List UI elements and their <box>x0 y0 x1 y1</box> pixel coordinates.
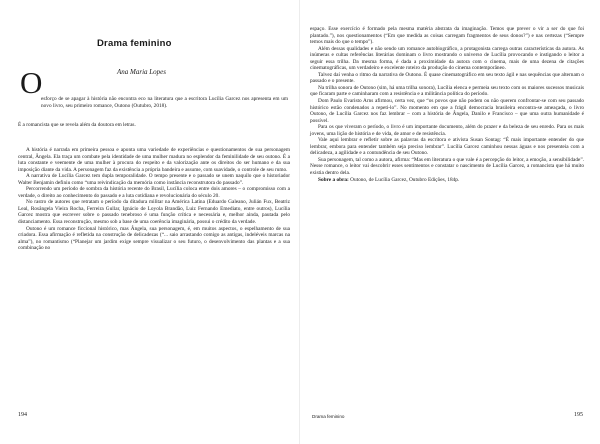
running-footer: Drama feminino <box>312 414 345 419</box>
right-page <box>300 0 600 444</box>
drop-cap: O <box>20 65 43 100</box>
paragraph: Além dessas qualidades e não sendo um romance autobiográfico, a protagonista carrega outras características da autora. As inúmeras e cultas referências literárias dominam o livro mostrando o universo de Lucília provocando e instigando o leitor a seguir essa trilha. Da mesma forma, é dada a proximidade da autora com o cinema, mais de uma dezena de citações cinematográficas, um verdadeiro e excelente roteiro da produção do cinema contemporâneo. <box>310 45 584 72</box>
paragraph: No rastro de autores que retratam o período da ditadura militar na América Latina (Eduardo Galeano, Julián Fux, Beatriz Leal, Rosângela Vieira Rocha, Ferreira Gullar, Ignácio de Loyola Brandão, Luiz Fernando Emediato, entre outros), Lucília Garcez mostra que escrever sobre o passado tenebroso é uma função crítica e necessária e, melhor ainda, pautada pelo distanciamento. Essa reconstrução, mesmo sob a base de uma coerência imaginária, possui o crédito da verdade. <box>18 199 290 226</box>
paragraph: Vale aqui lembrar e refletir sobre as palavras da escritora e ativista Susan Sontag: “É mais importante entender do que lembrar, embora para entender também seja preciso lembrar”. Lucília Garcez caminhou nessas águas e nos presenteia com a delicadeza, a agilidade e a contundência de seu Outono. <box>310 137 584 157</box>
page-number-left: 194 <box>18 412 27 418</box>
paragraph: Dom Paulo Evaristo Arns afirmou, certa vez, que “os povos que não podem ou não querem confrontar-se com seu passado histórico estão condenados a repeti-lo”. No momento em que a frágil democracia brasileira encontra-se ameaçada, o livro Outono, de Lucília Garcez nos faz lembrar – com a história de Ângela, Danilo e Francisco – que uma outra humanidade é possível. <box>310 98 584 124</box>
article-title: Drama feminino <box>97 38 172 49</box>
page-number-right: 195 <box>574 412 583 418</box>
paragraph: Outono é um romance ficcional histórico, mas Ângela, sua personagem, é, em muitos aspectos, o espelhamento de sua criadora. Essa afirmação é refletida na construção de delicadezas (“... saio arrastando comigo as antigas, indeléveis marcas na alma”), no romantismo (“Planejar um jardim exige sempre visualizar o seu futuro, o desenvolvimento das plantas e a sua combinação no <box>18 225 290 252</box>
lead-rest: É a romancista que se revela além da doutora em letras. <box>18 122 136 128</box>
about-text: Outono, de Lucília Garcez, Outubro Edições, 184p. <box>348 176 460 183</box>
author-name: Ana Maria Lopes <box>117 68 166 76</box>
paragraph: Talvez daí venha o ritmo da narrativa de Outono. É quase cinematográfico em seu texto ágil e nas sequências que alternam o passado e o presente. <box>310 71 584 85</box>
paragraph: A narrativa de Lucília Garcez tem dupla temporalidade. O tempo presente e o passado se unem naquilo que o historiador Walter Benjamin definiu como “uma reivindicação da memória como instância reconstrutora do passado”. <box>18 173 290 186</box>
paragraph: A história é narrada em primeira pessoa e aponta uma variedade de experiências e questionamentos de sua personagem central, Ângela. Ela traça um combate pela identidade de uma mulher madura no esplendor da feminilidade de seu outono. É a luta constante e veemente de uma mulher à procura do respeito e da valorização ante os direitos do ser humano e da sua imposição diante da vida. A personagem faz da existência a própria bandeira e assume, com suavidade, o controle de seu rumo. <box>18 147 290 173</box>
paragraph: espaço. Esse exercício é formado pela mesma matéria abstrata da imaginação. Temos que prever o vir a ser do que foi plantado.”), nos questionamentos (“Em que medida as coisas carregam fragmentos de seus donos?”) e nas certezas (“Sempre temos mais do que o tempo”). <box>310 26 584 46</box>
paragraph: Sua personagem, tal como a autora, afirma: “Mas em literatura o que vale é a percepção do leitor, a emoção, a sensibilidade”. Nesse romance, o leitor vai descobrir esses sentimentos e constatar o nascimento de Lucília Garcez, a romancista que há muito existia dentro dela. <box>310 156 584 177</box>
lead-paragraph: esforço de se apagar à história não encontra eco na literatura que a escritora Lucília Garcez nos apresenta em um novo livro, seu primeiro romance, Outono (Outubro, 2018). <box>41 96 288 109</box>
paragraph: Percorrendo um período de sombra da história recente do Brasil, Lucília coloca entre dois amores – o compromisso com a verdade, o direito ao conhecimento do passado e a luta cotidiana e revolucionária do século 20. <box>18 186 290 199</box>
paragraph: Para os que viveram o período, o livro é um importante documento, além do prazer e da beleza de seu enredo. Para os mais jovens, uma lição de história e de vida, de amor e de resistência. <box>310 124 584 137</box>
paragraph: Na trilha sonora de Outono (sim, há uma trilha sonora), Lucília elenca e permeia seu texto com os maiores sucessos musicais que ficaram parte e caminharam com a resistência e a militância política do período. <box>310 84 584 98</box>
book-info <box>310 177 584 184</box>
about-label: Sobre a obra: <box>318 176 349 183</box>
left-column <box>18 147 290 252</box>
right-column <box>310 26 584 183</box>
